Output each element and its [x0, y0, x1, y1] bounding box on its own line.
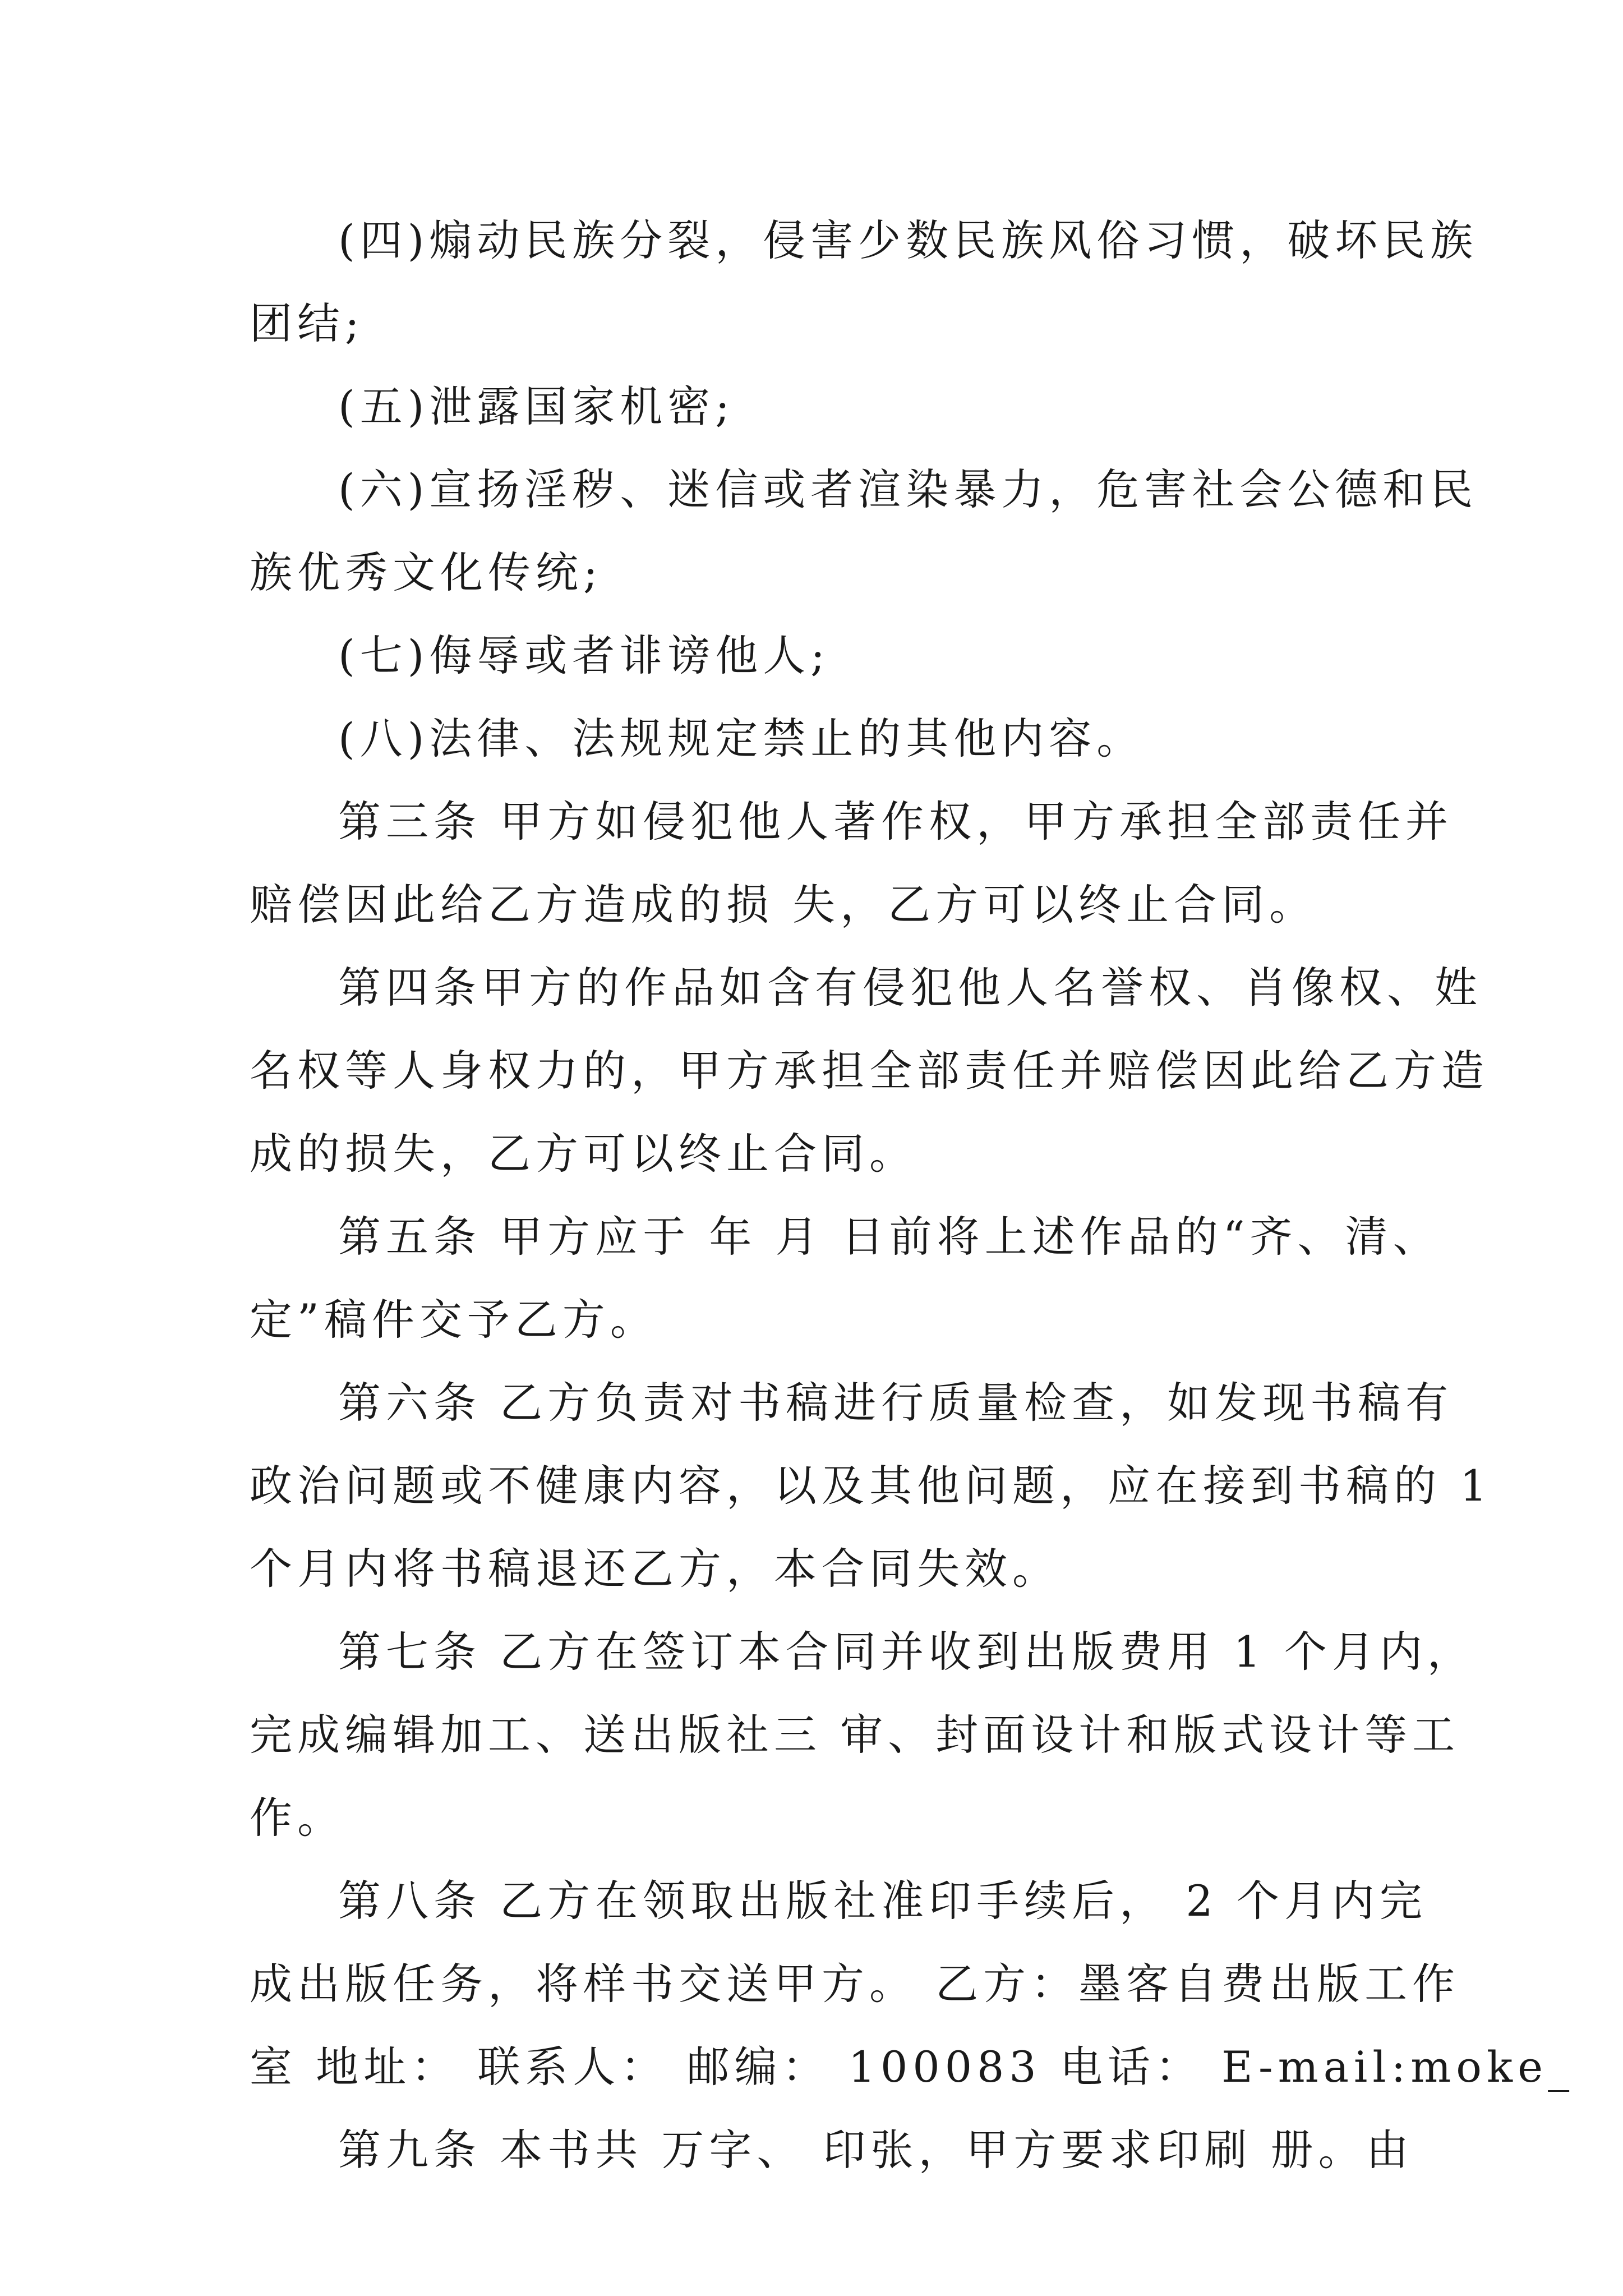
- text-line: 完成编辑加工、送出版社三 审、封面设计和版式设计等工: [250, 1710, 1460, 1760]
- text-line: 成出版任务，将样书交送甲方。 乙方：墨客自费出版工作: [250, 1959, 1460, 2009]
- text-line: 第三条 甲方如侵犯他人著作权，甲方承担全部责任并: [338, 797, 1454, 846]
- text-line: 第九条 本书共 万字、 印张，甲方要求印刷 册。由: [338, 2125, 1414, 2175]
- text-line: 名权等人身权力的，甲方承担全部责任并赔偿因此给乙方造: [250, 1046, 1489, 1096]
- text-line: (四)煽动民族分裂，侵害少数民族风俗习惯，破坏民族: [338, 215, 1478, 265]
- text-line: 室 地址： 联系人： 邮编： 100083 电话： E-mail:moke_: [250, 2042, 1575, 2092]
- text-line: 定”稿件交予乙方。: [250, 1295, 658, 1345]
- text-line: 成的损失，乙方可以终止合同。: [250, 1129, 917, 1179]
- text-line: 作。: [250, 1793, 345, 1843]
- document-body: [250, 199, 1575, 2192]
- text-line: (五)泄露国家机密;: [338, 381, 735, 431]
- text-line: 第七条 乙方在签订本合同并收到出版费用 1 个月内，: [338, 1627, 1475, 1677]
- text-line: (七)侮辱或者诽谤他人;: [338, 631, 830, 680]
- text-line: 第六条 乙方负责对书稿进行质量检查，如发现书稿有: [338, 1378, 1454, 1428]
- text-line: 第八条 乙方在领取出版社准印手续后， 2 个月内完: [338, 1876, 1427, 1926]
- text-line: 个月内将书稿退还乙方，本合同失效。: [250, 1544, 1060, 1594]
- text-line: 族优秀文化传统;: [250, 547, 603, 597]
- text-line: 团结;: [250, 298, 365, 348]
- text-line: 第四条甲方的作品如含有侵犯他人名誉权、肖像权、姓: [338, 963, 1482, 1013]
- text-line: 第五条 甲方应于 年 月 日前将上述作品的“齐、清、: [338, 1212, 1441, 1262]
- text-line: (六)宣扬淫秽、迷信或者渲染暴力，危害社会公德和民: [338, 464, 1478, 514]
- text-line: (八)法律、法规规定禁止的其他内容。: [338, 714, 1145, 763]
- text-line: 赔偿因此给乙方造成的损 失，乙方可以终止合同。: [250, 880, 1317, 930]
- text-line: 政治问题或不健康内容，以及其他问题，应在接到书稿的 1: [250, 1461, 1492, 1511]
